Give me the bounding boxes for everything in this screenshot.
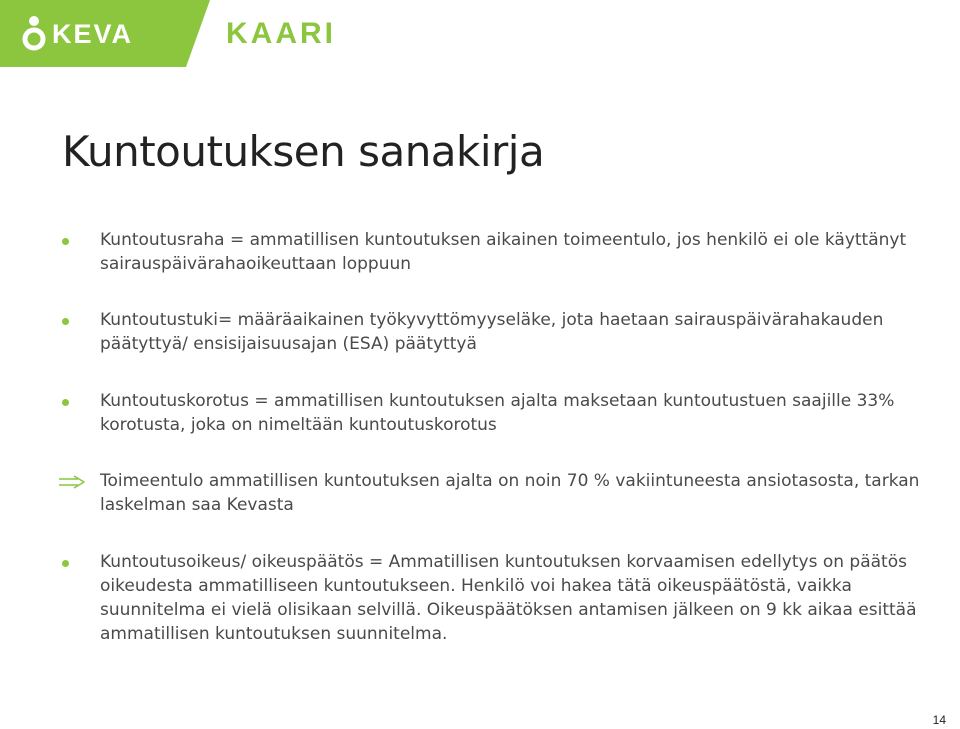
page-title: Kuntoutuksen sanakirja bbox=[62, 127, 545, 176]
bullet-icon bbox=[62, 399, 69, 406]
list-item: Toimeentulo ammatillisen kuntoutuksen ajalta on noin 70 % vakiintuneesta ansiotasosta, tarkan laskelman saa Kevasta bbox=[100, 471, 920, 515]
keva-logo-text: KEVA bbox=[52, 19, 134, 49]
double-arrow-icon bbox=[58, 475, 86, 489]
bullet-icon bbox=[62, 560, 69, 567]
bullet-icon bbox=[62, 238, 69, 245]
list-item: Kuntoutusraha = ammatillisen kuntoutuksen aikainen toimeentulo, jos henkilö ei ole käyttänyt sairauspäivärahaoikeuttaan loppuun bbox=[100, 230, 907, 274]
page-number: 14 bbox=[932, 713, 946, 727]
list-item: Kuntoutusoikeus/ oikeuspäätös = Ammatillisen kuntoutuksen korvaamisen edellytys on päätös oikeudesta ammatilliseen kuntoutukseen. Henkilö voi hakea tätä oikeuspäätöstä, vaikka suunnitelma ei vielä olisikaan selvillä. Oikeuspäätöksen antamisen jälkeen on 9 kk aikaa esittää ammatillisen kuntoutuksen suunnitelma. bbox=[100, 552, 917, 644]
keva-person-icon bbox=[22, 15, 46, 51]
list-item: Kuntoutuskorotus = ammatillisen kuntoutuksen ajalta maksetaan kuntoutustuen saajille 33% korotusta, joka on nimeltään kuntoutuskorotus bbox=[100, 391, 895, 435]
kaari-logo-text: KAARI bbox=[226, 17, 336, 50]
list-item: Kuntoutustuki= määräaikainen työkyvyttömyyseläke, jota haetaan sairauspäivärahakauden päätyttyä/ ensisijaisuusajan (ESA) päätyttyä bbox=[100, 310, 884, 354]
bullet-icon bbox=[62, 318, 69, 325]
